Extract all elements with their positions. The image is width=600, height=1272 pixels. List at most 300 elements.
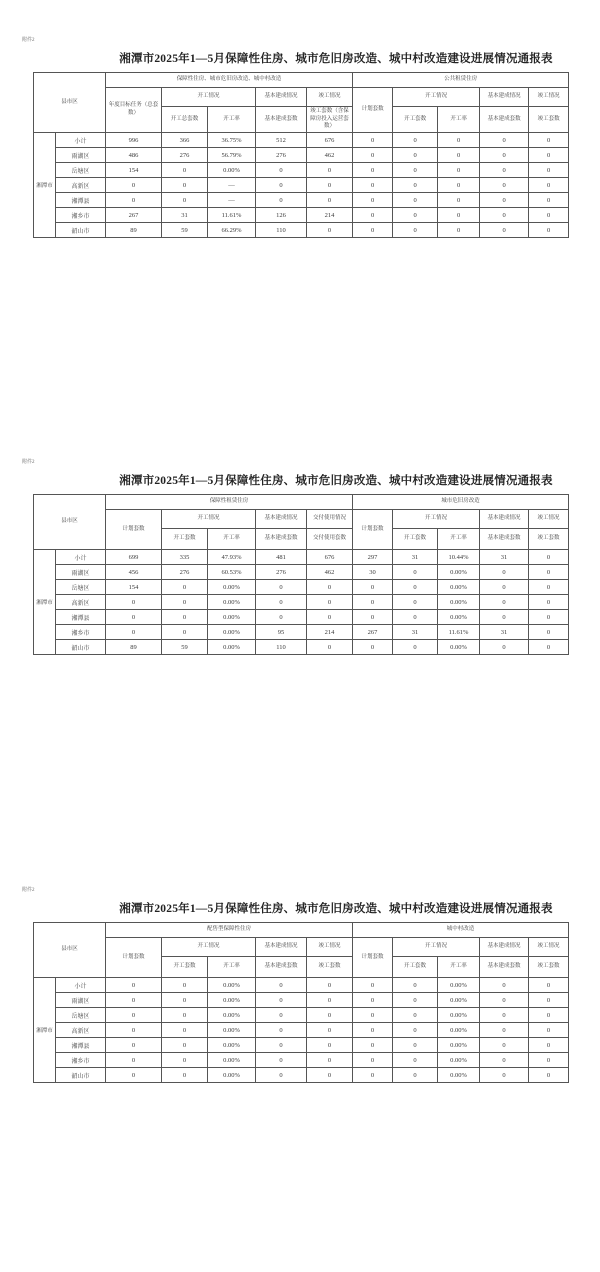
- table-row: [34, 178, 569, 193]
- value-cell: 0: [480, 565, 529, 580]
- value-cell: 0: [307, 1008, 353, 1023]
- value-cell: 0: [353, 133, 393, 148]
- sheet-2: [0, 458, 600, 655]
- value-cell: 0.00%: [438, 993, 480, 1008]
- table-row: [34, 550, 569, 565]
- value-cell: 335: [162, 550, 208, 565]
- value-cell: —: [208, 193, 256, 208]
- value-cell: 0: [529, 193, 569, 208]
- value-cell: 154: [106, 580, 162, 595]
- value-cell: 676: [307, 550, 353, 565]
- corner-header: 县市区: [34, 495, 106, 550]
- table-row: [34, 625, 569, 640]
- progress-table-2: [33, 494, 569, 655]
- value-cell: 30: [353, 565, 393, 580]
- district-cell: 韶山市: [56, 223, 106, 238]
- col-header-start-group: 开工情况: [162, 510, 256, 529]
- progress-table-3: [33, 922, 569, 1083]
- progress-table-1: [33, 72, 569, 238]
- value-cell: 0: [307, 193, 353, 208]
- value-cell: 0: [438, 208, 480, 223]
- value-cell: 0: [106, 595, 162, 610]
- value-cell: 0: [307, 993, 353, 1008]
- district-cell: 韶山市: [56, 1068, 106, 1083]
- value-cell: 0: [307, 223, 353, 238]
- value-cell: 0: [307, 1038, 353, 1053]
- value-cell: 0: [480, 1008, 529, 1023]
- value-cell: 0: [162, 625, 208, 640]
- value-cell: 486: [106, 148, 162, 163]
- value-cell: 0: [256, 1008, 307, 1023]
- attachment-label: 附件2: [22, 460, 35, 465]
- value-cell: 0: [480, 1023, 529, 1038]
- value-cell: 0: [256, 993, 307, 1008]
- value-cell: 0: [529, 1068, 569, 1083]
- value-cell: 0: [529, 625, 569, 640]
- col-header-complete-group: 竣工情况: [307, 88, 353, 107]
- value-cell: 512: [256, 133, 307, 148]
- col-header-complete-group: 竣工情况: [529, 938, 569, 957]
- value-cell: 0: [256, 1023, 307, 1038]
- value-cell: 276: [256, 148, 307, 163]
- col-header-start-rate: 开工率: [208, 529, 256, 550]
- col-header-annual-target: 年度目标任务（总套数）: [106, 88, 162, 133]
- value-cell: 110: [256, 223, 307, 238]
- value-cell: 0: [393, 1008, 438, 1023]
- value-cell: 0: [162, 978, 208, 993]
- district-cell: 小计: [56, 550, 106, 565]
- group-header-right: 城中村改造: [353, 923, 569, 938]
- value-cell: 0: [480, 148, 529, 163]
- value-cell: 0: [307, 580, 353, 595]
- value-cell: 0: [480, 223, 529, 238]
- corner-header: 县市区: [34, 923, 106, 978]
- value-cell: 0: [480, 178, 529, 193]
- col-header-complete-units: 竣工套数: [307, 957, 353, 978]
- district-cell: 岳塘区: [56, 163, 106, 178]
- value-cell: 0: [256, 1053, 307, 1068]
- value-cell: 267: [353, 625, 393, 640]
- value-cell: 0: [480, 1053, 529, 1068]
- value-cell: 0: [529, 1053, 569, 1068]
- value-cell: 59: [162, 640, 208, 655]
- table-row: [34, 595, 569, 610]
- value-cell: 0: [162, 1038, 208, 1053]
- value-cell: 0.00%: [208, 625, 256, 640]
- value-cell: 676: [307, 133, 353, 148]
- value-cell: 0: [393, 1023, 438, 1038]
- table-row: [34, 148, 569, 163]
- value-cell: 0: [353, 580, 393, 595]
- district-cell: 湘潭县: [56, 1038, 106, 1053]
- value-cell: 0: [353, 178, 393, 193]
- value-cell: 0: [393, 148, 438, 163]
- col-header-start-rate: 开工率: [438, 107, 480, 133]
- value-cell: 0: [162, 610, 208, 625]
- sheet-3: [0, 886, 600, 1083]
- value-cell: 0: [307, 978, 353, 993]
- value-cell: 0: [307, 1053, 353, 1068]
- value-cell: 0: [353, 640, 393, 655]
- district-cell: 岳塘区: [56, 1008, 106, 1023]
- value-cell: 214: [307, 208, 353, 223]
- value-cell: 0: [162, 193, 208, 208]
- col-header-complete-units: 竣工套数: [529, 107, 569, 133]
- value-cell: 126: [256, 208, 307, 223]
- table-row: [34, 993, 569, 1008]
- value-cell: 0: [529, 208, 569, 223]
- value-cell: 0: [106, 1038, 162, 1053]
- value-cell: 699: [106, 550, 162, 565]
- col-header-start-group: 开工情况: [162, 88, 256, 107]
- value-cell: —: [208, 178, 256, 193]
- value-cell: 276: [162, 148, 208, 163]
- value-cell: 0: [529, 595, 569, 610]
- value-cell: 0: [480, 640, 529, 655]
- value-cell: 0: [256, 163, 307, 178]
- value-cell: 0: [529, 565, 569, 580]
- value-cell: 0: [353, 163, 393, 178]
- value-cell: 0: [106, 178, 162, 193]
- col-header-start-group: 开工情况: [393, 510, 480, 529]
- value-cell: 0: [162, 993, 208, 1008]
- value-cell: 31: [393, 625, 438, 640]
- value-cell: 0: [480, 610, 529, 625]
- value-cell: 0: [393, 978, 438, 993]
- district-cell: 湘乡市: [56, 1053, 106, 1068]
- value-cell: 0: [307, 1068, 353, 1083]
- value-cell: 0: [162, 595, 208, 610]
- col-header-built-group: 基本建成情况: [480, 938, 529, 957]
- value-cell: 0.00%: [208, 978, 256, 993]
- col-header-built-group: 基本建成情况: [480, 88, 529, 107]
- value-cell: 0: [307, 1023, 353, 1038]
- value-cell: 0.00%: [438, 1038, 480, 1053]
- value-cell: 31: [393, 550, 438, 565]
- district-cell: 湘潭县: [56, 610, 106, 625]
- value-cell: 0.00%: [208, 993, 256, 1008]
- col-header-start-rate: 开工率: [438, 957, 480, 978]
- value-cell: 0: [393, 993, 438, 1008]
- col-header-start-rate: 开工率: [208, 107, 256, 133]
- value-cell: 0.00%: [438, 1023, 480, 1038]
- value-cell: 0: [529, 223, 569, 238]
- col-header-complete-group: 竣工情况: [529, 88, 569, 107]
- table-row: [34, 640, 569, 655]
- value-cell: 0: [393, 223, 438, 238]
- value-cell: 0: [529, 978, 569, 993]
- value-cell: 0: [393, 595, 438, 610]
- col-header-start-units: 开工套数: [393, 957, 438, 978]
- col-header-complete-units: 竣工套数: [529, 957, 569, 978]
- value-cell: 0: [480, 993, 529, 1008]
- col-header-plan: 计划套数: [106, 938, 162, 978]
- value-cell: 462: [307, 565, 353, 580]
- value-cell: 0: [353, 1053, 393, 1068]
- sheet-1: [0, 36, 600, 238]
- value-cell: 0: [307, 178, 353, 193]
- value-cell: 276: [162, 565, 208, 580]
- value-cell: 0.00%: [438, 1068, 480, 1083]
- col-header-start-group: 开工情况: [162, 938, 256, 957]
- district-cell: 湘乡市: [56, 625, 106, 640]
- col-header-start-units: 开工套数: [162, 529, 208, 550]
- value-cell: 0: [393, 640, 438, 655]
- value-cell: 276: [256, 565, 307, 580]
- value-cell: 0: [353, 978, 393, 993]
- value-cell: 0: [529, 163, 569, 178]
- value-cell: 0: [480, 1068, 529, 1083]
- value-cell: 0: [106, 625, 162, 640]
- value-cell: 297: [353, 550, 393, 565]
- table-row: [34, 1023, 569, 1038]
- table-row: [34, 1053, 569, 1068]
- value-cell: 0: [256, 595, 307, 610]
- district-cell: 雨湖区: [56, 148, 106, 163]
- value-cell: 0: [162, 1008, 208, 1023]
- col-header-start-units: 开工套数: [162, 957, 208, 978]
- value-cell: 214: [307, 625, 353, 640]
- table-row: [34, 223, 569, 238]
- district-cell: 高新区: [56, 178, 106, 193]
- attachment-label: 附件2: [22, 38, 35, 43]
- table-row: [34, 565, 569, 580]
- value-cell: 0: [529, 178, 569, 193]
- col-header-start-rate: 开工率: [208, 957, 256, 978]
- value-cell: 0.00%: [208, 1008, 256, 1023]
- col-header-built-units: 基本建成套数: [480, 957, 529, 978]
- col-header-start-group: 开工情况: [393, 938, 480, 957]
- col-header-complete-group: 竣工情况: [307, 938, 353, 957]
- value-cell: 0: [353, 193, 393, 208]
- value-cell: 0: [162, 1023, 208, 1038]
- value-cell: 0: [438, 178, 480, 193]
- col-header-built-units: 基本建成套数: [256, 529, 307, 550]
- value-cell: 31: [162, 208, 208, 223]
- col-header-complete-units: 竣工套数（含保障房投入运营套数）: [307, 107, 353, 133]
- region-cell: 湘潭市: [34, 133, 56, 238]
- value-cell: 0.00%: [208, 1053, 256, 1068]
- value-cell: 0: [106, 193, 162, 208]
- value-cell: 0: [393, 610, 438, 625]
- value-cell: 11.61%: [438, 625, 480, 640]
- value-cell: 89: [106, 640, 162, 655]
- value-cell: 0.00%: [438, 1008, 480, 1023]
- value-cell: 0: [162, 580, 208, 595]
- district-cell: 湘乡市: [56, 208, 106, 223]
- value-cell: 0: [480, 163, 529, 178]
- value-cell: 0: [353, 993, 393, 1008]
- col-header-delivery-group: 交付使用情况: [307, 510, 353, 529]
- value-cell: 0: [529, 1008, 569, 1023]
- table-row: [34, 208, 569, 223]
- value-cell: 0: [256, 178, 307, 193]
- value-cell: 0: [393, 1068, 438, 1083]
- table-row: [34, 610, 569, 625]
- value-cell: 0.00%: [208, 163, 256, 178]
- value-cell: 0: [106, 1023, 162, 1038]
- value-cell: 0: [438, 163, 480, 178]
- value-cell: 0: [480, 978, 529, 993]
- value-cell: 0: [106, 1068, 162, 1083]
- district-cell: 高新区: [56, 1023, 106, 1038]
- value-cell: 0: [480, 1038, 529, 1053]
- value-cell: 89: [106, 223, 162, 238]
- value-cell: 0.00%: [208, 610, 256, 625]
- value-cell: 0: [393, 133, 438, 148]
- col-header-built-units: 基本建成套数: [480, 107, 529, 133]
- table-row: [34, 978, 569, 993]
- value-cell: 0: [393, 1038, 438, 1053]
- value-cell: 0: [393, 178, 438, 193]
- value-cell: 0: [307, 610, 353, 625]
- value-cell: 0: [480, 193, 529, 208]
- value-cell: 481: [256, 550, 307, 565]
- col-header-built-group: 基本建成情况: [256, 510, 307, 529]
- value-cell: 0: [529, 148, 569, 163]
- value-cell: 31: [480, 550, 529, 565]
- col-header-built-units: 基本建成套数: [256, 957, 307, 978]
- value-cell: 0: [529, 640, 569, 655]
- col-header-built-group: 基本建成情况: [256, 88, 307, 107]
- value-cell: 0: [480, 580, 529, 595]
- col-header-built-units: 基本建成套数: [256, 107, 307, 133]
- page-title: 湘潭市2025年1—5月保障性住房、城市危旧房改造、城中村改造建设进展情况通报表: [119, 53, 553, 65]
- value-cell: 36.75%: [208, 133, 256, 148]
- value-cell: 0: [529, 580, 569, 595]
- value-cell: 0: [438, 193, 480, 208]
- value-cell: 10.44%: [438, 550, 480, 565]
- value-cell: 0: [256, 1068, 307, 1083]
- value-cell: 0.00%: [438, 978, 480, 993]
- value-cell: 0: [529, 993, 569, 1008]
- value-cell: 59: [162, 223, 208, 238]
- group-header-right: 城市危旧房改造: [353, 495, 569, 510]
- value-cell: 0: [307, 163, 353, 178]
- page-title: 湘潭市2025年1—5月保障性住房、城市危旧房改造、城中村改造建设进展情况通报表: [119, 475, 553, 487]
- value-cell: 0: [393, 208, 438, 223]
- table-row: [34, 580, 569, 595]
- district-cell: 韶山市: [56, 640, 106, 655]
- value-cell: 0: [353, 610, 393, 625]
- value-cell: 95: [256, 625, 307, 640]
- value-cell: 0.00%: [208, 1068, 256, 1083]
- table-row: [34, 133, 569, 148]
- value-cell: 0: [393, 193, 438, 208]
- col-header-plan: 计划套数: [353, 510, 393, 550]
- col-header-built-group: 基本建成情况: [480, 510, 529, 529]
- value-cell: 0: [307, 595, 353, 610]
- value-cell: 0: [256, 580, 307, 595]
- col-header-delivery-units: 交付使用套数: [307, 529, 353, 550]
- value-cell: 0: [353, 1068, 393, 1083]
- value-cell: 0: [353, 1023, 393, 1038]
- value-cell: 0.00%: [438, 610, 480, 625]
- value-cell: 0: [353, 1038, 393, 1053]
- value-cell: 0: [307, 640, 353, 655]
- value-cell: 0: [438, 223, 480, 238]
- value-cell: 0.00%: [438, 640, 480, 655]
- value-cell: 0: [162, 178, 208, 193]
- value-cell: 0: [162, 163, 208, 178]
- region-cell: 湘潭市: [34, 978, 56, 1083]
- value-cell: 0.00%: [208, 1038, 256, 1053]
- region-cell: 湘潭市: [34, 550, 56, 655]
- value-cell: 0: [529, 1038, 569, 1053]
- col-header-plan: 计划套数: [106, 510, 162, 550]
- value-cell: 267: [106, 208, 162, 223]
- col-header-built-units: 基本建成套数: [480, 529, 529, 550]
- value-cell: 0: [393, 565, 438, 580]
- value-cell: 0: [480, 208, 529, 223]
- value-cell: 0: [256, 978, 307, 993]
- table-row: [34, 193, 569, 208]
- col-header-start-units: 开工套数: [393, 529, 438, 550]
- value-cell: 0.00%: [208, 580, 256, 595]
- group-header-right: 公共租赁住房: [353, 73, 569, 88]
- value-cell: 0: [393, 580, 438, 595]
- district-cell: 雨湖区: [56, 565, 106, 580]
- district-cell: 小计: [56, 978, 106, 993]
- table-row: [34, 1038, 569, 1053]
- value-cell: 0: [256, 193, 307, 208]
- value-cell: 0: [353, 148, 393, 163]
- value-cell: 366: [162, 133, 208, 148]
- district-cell: 高新区: [56, 595, 106, 610]
- value-cell: 31: [480, 625, 529, 640]
- value-cell: 456: [106, 565, 162, 580]
- value-cell: 0.00%: [438, 1053, 480, 1068]
- value-cell: 154: [106, 163, 162, 178]
- col-header-start-units: 开工套数: [393, 107, 438, 133]
- value-cell: 996: [106, 133, 162, 148]
- value-cell: 0: [256, 1038, 307, 1053]
- col-header-plan: 计划套数: [353, 88, 393, 133]
- table-row: [34, 1068, 569, 1083]
- value-cell: 0: [106, 610, 162, 625]
- value-cell: 56.79%: [208, 148, 256, 163]
- group-header-left: 配售型保障性住房: [106, 923, 353, 938]
- value-cell: 0: [353, 208, 393, 223]
- group-header-left: 保障性租赁住房: [106, 495, 353, 510]
- value-cell: 0: [353, 595, 393, 610]
- attachment-label: 附件2: [22, 888, 35, 893]
- group-header-left: 保障性住房、城市危旧房改造、城中村改造: [106, 73, 353, 88]
- value-cell: 0: [529, 610, 569, 625]
- value-cell: 60.53%: [208, 565, 256, 580]
- value-cell: 0.00%: [438, 565, 480, 580]
- value-cell: 0: [529, 133, 569, 148]
- district-cell: 湘潭县: [56, 193, 106, 208]
- value-cell: 0: [353, 1008, 393, 1023]
- value-cell: 0: [529, 1023, 569, 1038]
- value-cell: 0: [393, 163, 438, 178]
- value-cell: 66.29%: [208, 223, 256, 238]
- value-cell: 0: [106, 1008, 162, 1023]
- col-header-built-group: 基本建成情况: [256, 938, 307, 957]
- value-cell: 0: [480, 133, 529, 148]
- value-cell: 462: [307, 148, 353, 163]
- value-cell: 0: [162, 1068, 208, 1083]
- col-header-start-group: 开工情况: [393, 88, 480, 107]
- value-cell: 11.61%: [208, 208, 256, 223]
- value-cell: 0: [438, 133, 480, 148]
- value-cell: 47.93%: [208, 550, 256, 565]
- value-cell: 0.00%: [208, 640, 256, 655]
- district-cell: 小计: [56, 133, 106, 148]
- value-cell: 0: [106, 1053, 162, 1068]
- value-cell: 0: [480, 595, 529, 610]
